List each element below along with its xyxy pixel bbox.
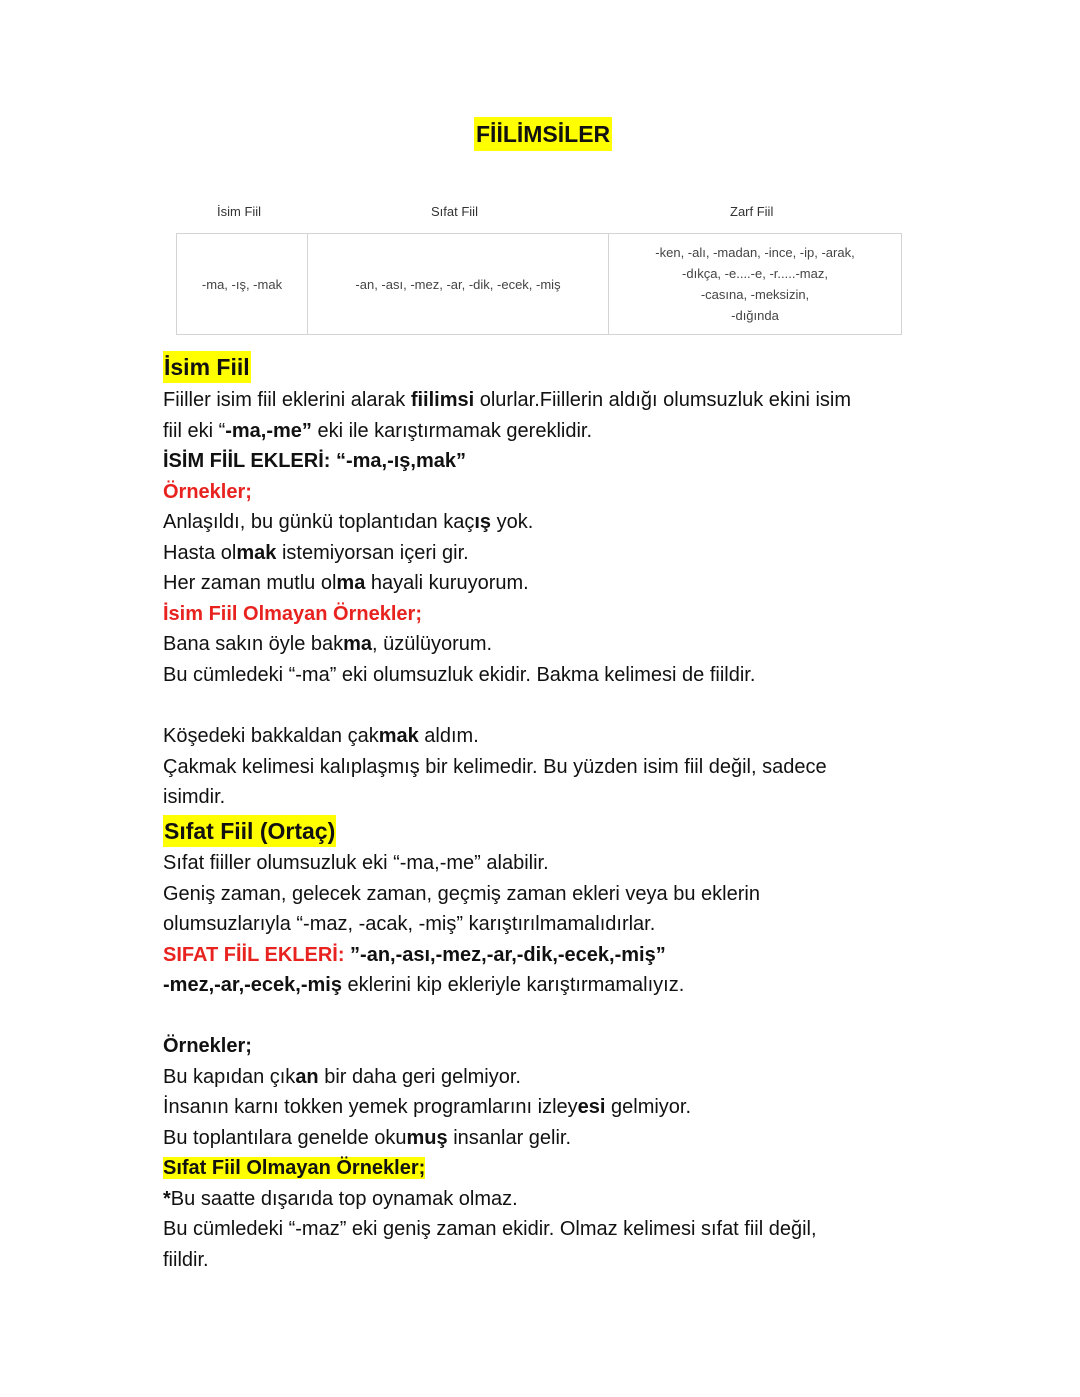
ornekler-label: Örnekler; — [163, 481, 252, 503]
section-heading-isim-fiil: İsim Fiil — [163, 351, 251, 383]
zarf-line: -casına, -meksizin, — [700, 287, 810, 302]
paragraph: olumsuzlarıyla “-maz, -acak, -miş” karıştırılmamalıdırlar. — [163, 913, 656, 935]
paragraph: Fiiller isim fiil eklerini alarak fiilimsi olurlar.Fiillerin aldığı olumsuzluk ekini isim — [163, 389, 851, 411]
table-header-sifat-fiil: Sıfat Fiil — [431, 204, 478, 219]
olmayan-ornekler-label: Sıfat Fiil Olmayan Örnekler; — [163, 1157, 426, 1179]
suffix-table — [176, 233, 902, 335]
example-sentence: Bana sakın öyle bakma, üzülüyorum. — [163, 633, 493, 655]
page-title: FİİLİMSİLER — [474, 117, 612, 151]
explanation: Bu cümledeki “-ma” eki olumsuzluk ekidir. Bakma kelimesi de fiildir. — [163, 664, 756, 686]
paragraph: fiil eki “-ma,-me” eki ile karıştırmamak gereklidir. — [163, 420, 593, 442]
warning: -mez,-ar,-ecek,-miş eklerini kip ekleriyle karıştırmamalıyız. — [163, 974, 685, 996]
zarf-line: -dığında — [731, 308, 779, 323]
ornekler-label: Örnekler; — [163, 1035, 252, 1057]
isim-fiil-ekleri: İSİM FİİL EKLERİ: “-ma,-ış,mak” — [163, 450, 467, 472]
example-sentence: Köşedeki bakkaldan çakmak aldım. — [163, 725, 479, 747]
example-sentence: Bu kapıdan çıkan bir daha geri gelmiyor. — [163, 1066, 521, 1088]
zarf-line: -ken, -alı, -madan, -ince, -ip, -arak, — [655, 245, 855, 260]
explanation: isimdir. — [163, 786, 226, 808]
table-cell-sifat-fiil: -an, -ası, -mez, -ar, -dik, -ecek, -miş — [308, 234, 609, 334]
example-sentence: Anlaşıldı, bu günkü toplantıdan kaçış yok. — [163, 511, 534, 533]
olmayan-ornekler-label: İsim Fiil Olmayan Örnekler; — [163, 603, 422, 625]
table-header-zarf-fiil: Zarf Fiil — [730, 204, 774, 219]
example-sentence: Her zaman mutlu olma hayali kuruyorum. — [163, 572, 529, 594]
table-cell-zarf-fiil — [609, 234, 901, 334]
explanation: Çakmak kelimesi kalıplaşmış bir kelimedir. Bu yüzden isim fiil değil, sadece — [163, 756, 827, 778]
example-sentence: Bu toplantılara genelde okumuş insanlar gelir. — [163, 1127, 572, 1149]
paragraph: Geniş zaman, gelecek zaman, geçmiş zaman ekleri veya bu eklerin — [163, 883, 760, 905]
table-cell-isim-fiil: -ma, -ış, -mak — [177, 234, 308, 334]
example-sentence: Hasta olmak istemiyorsan içeri gir. — [163, 542, 469, 564]
example-sentence: İnsanın karnı tokken yemek programlarını izleyesi gelmiyor. — [163, 1096, 692, 1118]
example-sentence: *Bu saatte dışarıda top oynamak olmaz. — [163, 1188, 518, 1210]
table-header-isim-fiil: İsim Fiil — [217, 204, 262, 219]
zarf-line: -dıkça, -e....-e, -r.....-maz, — [682, 266, 828, 281]
paragraph: Sıfat fiiller olumsuzluk eki “-ma,-me” alabilir. — [163, 852, 549, 874]
explanation: Bu cümledeki “-maz” eki geniş zaman ekidir. Olmaz kelimesi sıfat fiil değil, — [163, 1218, 817, 1240]
section-heading-sifat-fiil: Sıfat Fiil (Ortaç) — [163, 815, 336, 847]
explanation: fiildir. — [163, 1249, 209, 1271]
sifat-fiil-ekleri: SIFAT FİİL EKLERİ: ”-an,-ası,-mez,-ar,-dik,-ecek,-miş” — [163, 944, 666, 966]
